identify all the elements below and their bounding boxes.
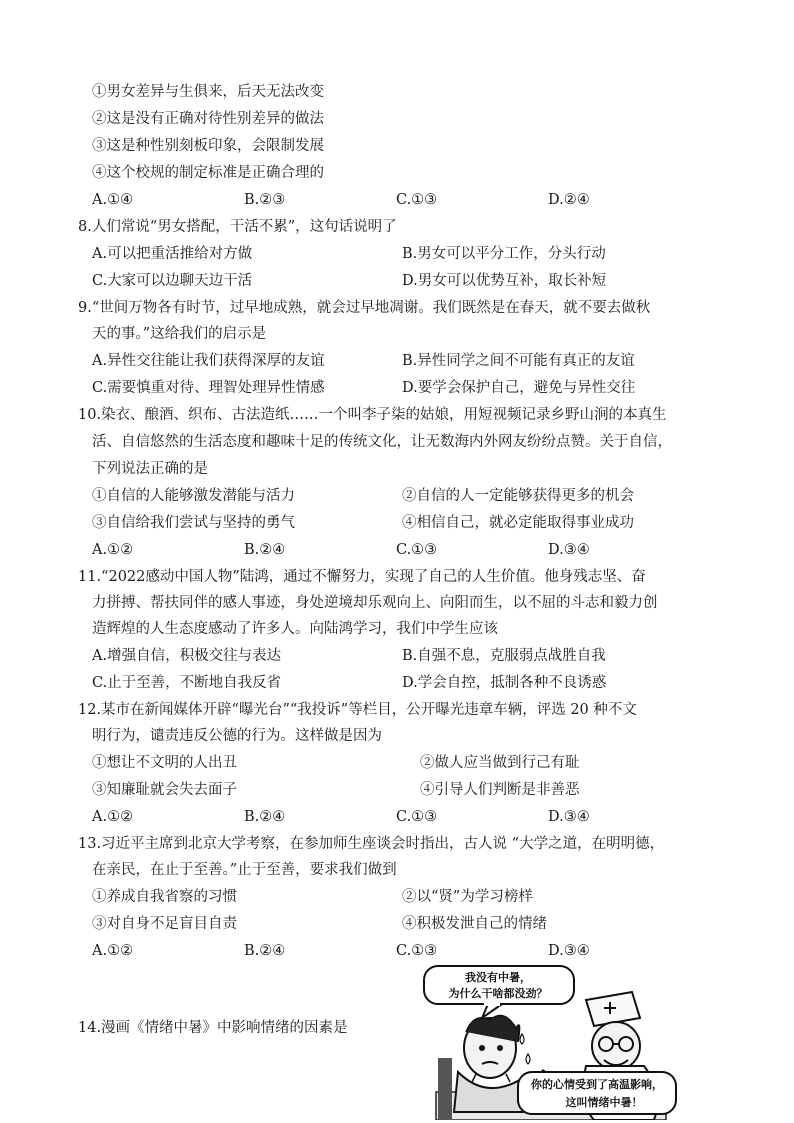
q8-option-c: C.大家可以边聊天边干活 <box>92 273 253 289</box>
q10-statement-1: ①自信的人能够激发潜能与活力 <box>92 488 295 504</box>
q13-statement-2: ②以“贤”为学习榜样 <box>402 889 533 905</box>
q8-option-b: B.男女可以平分工作，分头行动 <box>402 246 606 262</box>
q9-option-b: B.异性同学之间不可能有真正的友谊 <box>402 353 635 369</box>
bubble-bottom-line-2: 这叫情绪中暑！ <box>565 1096 643 1109</box>
q10-statement-4: ④相信自己，就必定能取得事业成功 <box>402 515 634 531</box>
q12-statement-3: ③知廉耻就会失去面子 <box>92 782 237 798</box>
q9-option-a: A.异性交往能让我们获得深厚的友谊 <box>92 353 325 369</box>
q12-stem-line-2: 明行为，谴责违反公德的行为。这样做是因为 <box>92 728 382 744</box>
q9-option-d: D.要学会保护自己，避免与异性交往 <box>402 380 636 396</box>
q7-option-a: A.①④ <box>92 192 134 208</box>
q11-option-d: D.学会自控，抵制各种不良诱惑 <box>402 675 607 691</box>
q10-option-d: D.③④ <box>548 542 590 558</box>
q9-stem-line-2: 天的事。”这给我们的启示是 <box>92 326 267 342</box>
q12-statement-1: ①想让不文明的人出丑 <box>92 755 237 771</box>
q10-stem-line-3: 下列说法正确的是 <box>92 461 208 477</box>
q12-statement-4: ④引导人们判断是非善恶 <box>420 782 580 798</box>
q11-stem-line-1: 11.“2022感动中国人物”陆鸿，通过不懈努力，实现了自己的人生价值。他身残志坚、奋 <box>78 569 646 585</box>
q12-option-d: D.③④ <box>548 809 590 825</box>
q12-stem-line-1: 12.某市在新闻媒体开辟“曝光台”“我投诉”等栏目，公开曝光违章车辆，评选 20 种不文 <box>78 702 637 718</box>
q13-statement-1: ①养成自我省察的习惯 <box>92 889 237 905</box>
q7-statement-1: ①男女差异与生俱来，后天无法改变 <box>92 84 324 100</box>
q11-stem-line-2: 力拼搏、帮扶同伴的感人事迹，身处逆境却乐观向上、向阳而生，以不屈的斗志和毅力创 <box>92 595 658 611</box>
q10-option-a: A.①② <box>92 542 134 558</box>
q10-stem-line-2: 活、自信悠然的生活态度和趣味十足的传统文化，让无数海内外网友纷纷点赞。关于自信， <box>92 434 672 450</box>
comic-emotional-heatstroke <box>418 962 680 1120</box>
q10-statement-3: ③自信给我们尝试与坚持的勇气 <box>92 515 295 531</box>
q7-option-d: D.②④ <box>548 192 590 208</box>
q10-option-b: B.②④ <box>244 542 286 558</box>
q10-stem-line-1: 10.染衣、酿酒、织布、古法造纸……一个叫李子柒的姑娘，用短视频记录乡野山涧的本真生 <box>78 407 667 423</box>
q11-option-c: C.止于至善，不断地自我反省 <box>92 675 282 691</box>
q13-option-b: B.②④ <box>244 943 286 959</box>
q13-option-a: A.①② <box>92 943 134 959</box>
q12-statement-2: ②做人应当做到行己有耻 <box>420 755 580 771</box>
bubble-top-line-2: 为什么干啥都没劲？ <box>448 987 548 1000</box>
q10-option-c: C.①③ <box>396 542 438 558</box>
q7-option-c: C.①③ <box>396 192 438 208</box>
q7-statement-2: ②这是没有正确对待性别差异的做法 <box>92 111 324 127</box>
q8-stem: 8.人们常说“男女搭配，干活不累”，这句话说明了 <box>78 219 397 235</box>
bubble-top-line-1: 我没有中暑， <box>465 971 531 984</box>
q9-stem-line-1: 9.“世间万物各有时节，过早地成熟，就会过早地凋谢。我们既然是在春天，就不要去做秋 <box>78 300 651 316</box>
comic-illustration <box>418 962 680 1120</box>
q13-statement-3: ③对自身不足盲目自责 <box>92 916 237 932</box>
q8-option-a: A.可以把重活推给对方做 <box>92 246 253 262</box>
q7-statement-3: ③这是种性别刻板印象，会限制发展 <box>92 138 324 154</box>
q8-option-d: D.男女可以优势互补，取长补短 <box>402 273 607 289</box>
q12-option-c: C.①③ <box>396 809 438 825</box>
q13-statement-4: ④积极发泄自己的情绪 <box>402 916 547 932</box>
q13-stem-line-1: 13.习近平主席到北京大学考察，在参加师生座谈会时指出，古人说 “大学之道，在明明德， <box>78 836 665 852</box>
q13-option-c: C.①③ <box>396 943 438 959</box>
q9-option-c: C.需要慎重对待、理智处理异性情感 <box>92 380 325 396</box>
q12-option-b: B.②④ <box>244 809 286 825</box>
bubble-bottom-line-1: 你的心情受到了高温影响， <box>531 1078 663 1091</box>
q10-statement-2: ②自信的人一定能够获得更多的机会 <box>402 488 634 504</box>
q11-option-b: B.自强不息，克服弱点战胜自我 <box>402 648 606 664</box>
q11-option-a: A.增强自信，积极交往与表达 <box>92 648 282 664</box>
q14-stem: 14.漫画《情绪中暑》中影响情绪的因素是 <box>78 1020 348 1036</box>
q7-statement-4: ④这个校规的制定标准是正确合理的 <box>92 165 324 181</box>
q13-option-d: D.③④ <box>548 943 590 959</box>
q11-stem-line-3: 造辉煌的人生态度感动了许多人。向陆鸿学习，我们中学生应该 <box>92 621 498 637</box>
q7-option-b: B.②③ <box>244 192 286 208</box>
q12-option-a: A.①② <box>92 809 134 825</box>
q13-stem-line-2: 在亲民，在止于至善。”止于至善，要求我们做到 <box>92 862 397 878</box>
